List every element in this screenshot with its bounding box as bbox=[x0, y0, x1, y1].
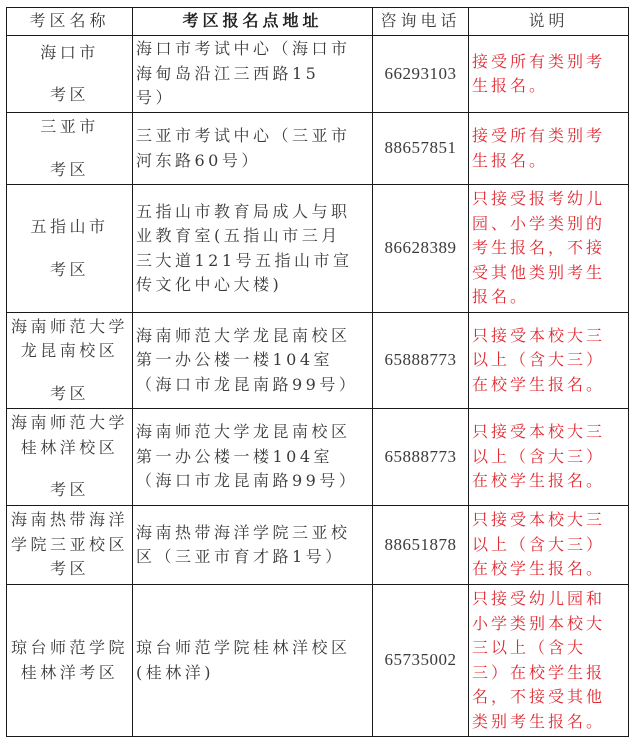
note-line: 接受所有类别考 bbox=[472, 126, 606, 145]
table-row bbox=[7, 113, 629, 185]
address-line: 五指山市教育局成人与职 bbox=[136, 201, 351, 221]
address-line: 三亚市考试中心（三亚市 bbox=[136, 126, 351, 145]
line-gap bbox=[8, 65, 131, 83]
exam-area-name-line: 海口市 bbox=[40, 42, 99, 62]
registration-address-cell bbox=[133, 409, 373, 506]
header-exam-area-name: 考区名称 bbox=[7, 8, 133, 36]
exam-area-name-line: 琼台师范学院 bbox=[10, 638, 128, 657]
address-line: 三大道121号五指山市宣 bbox=[136, 250, 353, 270]
notes-cell bbox=[469, 409, 629, 506]
address-line: （海口市龙昆南路99号） bbox=[136, 471, 359, 491]
table-row bbox=[7, 185, 629, 313]
exam-area-name-cell bbox=[7, 113, 133, 185]
exam-area-name-cell bbox=[7, 313, 133, 409]
note-line: 以上（含大三） bbox=[472, 534, 606, 554]
note-line: 在校学生报名。 bbox=[472, 559, 606, 579]
note-line: 生报名。 bbox=[472, 76, 549, 95]
note-line: 小学类别本校大 bbox=[472, 613, 606, 633]
registration-address-cell bbox=[133, 313, 373, 409]
exam-area-name-line: 考区 bbox=[49, 383, 89, 403]
exam-area-name-line: 三亚市 bbox=[40, 117, 99, 136]
address-line: 号） bbox=[136, 88, 176, 108]
note-line: 生报名。 bbox=[472, 150, 549, 170]
line-gap bbox=[8, 240, 131, 258]
exam-area-name-line: 考区 bbox=[49, 480, 89, 500]
notes-cell bbox=[469, 313, 629, 409]
exam-area-name-cell bbox=[7, 185, 133, 313]
line-gap bbox=[8, 364, 131, 382]
phone-cell: 65888773 bbox=[373, 313, 469, 409]
exam-area-name-line: 考区 bbox=[49, 259, 89, 279]
exam-area-name-cell bbox=[7, 506, 133, 585]
table-row bbox=[7, 585, 629, 737]
note-line: 只接受本校大三 bbox=[472, 325, 606, 345]
note-line: 园、小学类别的 bbox=[472, 213, 606, 233]
note-line: 只接受本校大三 bbox=[472, 422, 606, 442]
exam-area-name-line: 学院三亚校区 bbox=[10, 534, 128, 554]
exam-area-name-line: 海南热带海洋 bbox=[10, 510, 128, 530]
address-line: 海南师范大学龙昆南校区 bbox=[136, 325, 351, 345]
header-notes: 说明 bbox=[469, 8, 629, 36]
note-line: 三以上（含大 bbox=[472, 638, 587, 657]
note-line: 考生报名，不接 bbox=[472, 238, 606, 258]
address-line: 琼台师范学院桂林洋校区 bbox=[136, 638, 351, 657]
exam-registration-table bbox=[6, 7, 629, 737]
address-line: 区（三亚市育才路1号） bbox=[136, 547, 345, 566]
exam-area-name-line: 桂林洋校区 bbox=[20, 437, 119, 457]
address-line: 海甸岛沿江三西路15 bbox=[136, 63, 320, 83]
exam-area-name-line: 考区 bbox=[49, 85, 89, 104]
address-line: 传文化中心大楼) bbox=[136, 275, 283, 294]
phone-cell: 88651878 bbox=[373, 506, 469, 585]
address-line: 海南热带海洋学院三亚校 bbox=[136, 522, 351, 542]
note-line: 只接受报考幼儿 bbox=[472, 189, 606, 209]
address-line: （海口市龙昆南路99号） bbox=[136, 374, 359, 394]
note-line: 名，不接受其他 bbox=[472, 687, 606, 706]
registration-address-cell bbox=[133, 113, 373, 185]
exam-area-name-line: 五指山市 bbox=[30, 217, 109, 236]
registration-address-cell bbox=[133, 36, 373, 113]
note-line: 只接受本校大三 bbox=[472, 510, 606, 530]
phone-cell: 86628389 bbox=[373, 185, 469, 313]
registration-address-cell bbox=[133, 506, 373, 585]
phone-cell: 65888773 bbox=[373, 409, 469, 506]
address-line: 第一办公楼一楼104室 bbox=[136, 446, 334, 466]
note-line: 三）在校学生报 bbox=[472, 662, 606, 682]
table-row bbox=[7, 36, 629, 113]
notes-cell bbox=[469, 585, 629, 737]
registration-address-cell bbox=[133, 185, 373, 313]
header-registration-address: 考区报名点地址 bbox=[133, 8, 373, 36]
note-line: 报名。 bbox=[472, 287, 530, 307]
notes-cell bbox=[469, 36, 629, 113]
phone-cell: 65735002 bbox=[373, 585, 469, 737]
note-line: 只接受幼儿园和 bbox=[472, 589, 606, 608]
table-body bbox=[7, 36, 629, 737]
exam-area-name-line: 考区 bbox=[49, 559, 89, 579]
exam-area-name-line: 海南师范大学 bbox=[10, 316, 128, 336]
address-line: 河东路60号） bbox=[136, 150, 261, 170]
table-row bbox=[7, 409, 629, 506]
note-line: 类别考生报名。 bbox=[472, 711, 606, 731]
address-line: 第一办公楼一楼104室 bbox=[136, 350, 334, 370]
address-line: (桂林洋) bbox=[136, 662, 214, 682]
registration-address-cell bbox=[133, 585, 373, 737]
header-phone: 咨询电话 bbox=[373, 8, 469, 36]
exam-area-name-cell bbox=[7, 409, 133, 506]
line-gap bbox=[8, 460, 131, 478]
table-header-row bbox=[7, 8, 629, 36]
note-line: 接受所有类别考 bbox=[472, 51, 606, 71]
phone-cell: 66293103 bbox=[373, 36, 469, 113]
exam-area-name-cell bbox=[7, 585, 133, 737]
exam-area-name-cell bbox=[7, 36, 133, 113]
exam-area-name-line: 龙昆南校区 bbox=[20, 341, 119, 361]
note-line: 在校学生报名。 bbox=[472, 374, 606, 394]
notes-cell bbox=[469, 506, 629, 585]
exam-area-name-line: 海南师范大学 bbox=[10, 413, 128, 433]
exam-area-name-line: 桂林洋考区 bbox=[20, 662, 119, 682]
address-line: 海南师范大学龙昆南校区 bbox=[136, 422, 351, 442]
phone-cell: 88657851 bbox=[373, 113, 469, 185]
address-line: 业教育室(五指山市三月 bbox=[136, 226, 341, 245]
notes-cell bbox=[469, 185, 629, 313]
notes-cell bbox=[469, 113, 629, 185]
note-line: 在校学生报名。 bbox=[472, 471, 606, 491]
note-line: 以上（含大三） bbox=[472, 446, 606, 466]
note-line: 受其他类别考生 bbox=[472, 262, 606, 282]
address-line: 海口市考试中心（海口市 bbox=[136, 39, 351, 59]
note-line: 以上（含大三） bbox=[472, 350, 606, 370]
line-gap bbox=[8, 140, 131, 158]
table-row bbox=[7, 506, 629, 585]
table-row bbox=[7, 313, 629, 409]
exam-area-name-line: 考区 bbox=[49, 159, 89, 179]
